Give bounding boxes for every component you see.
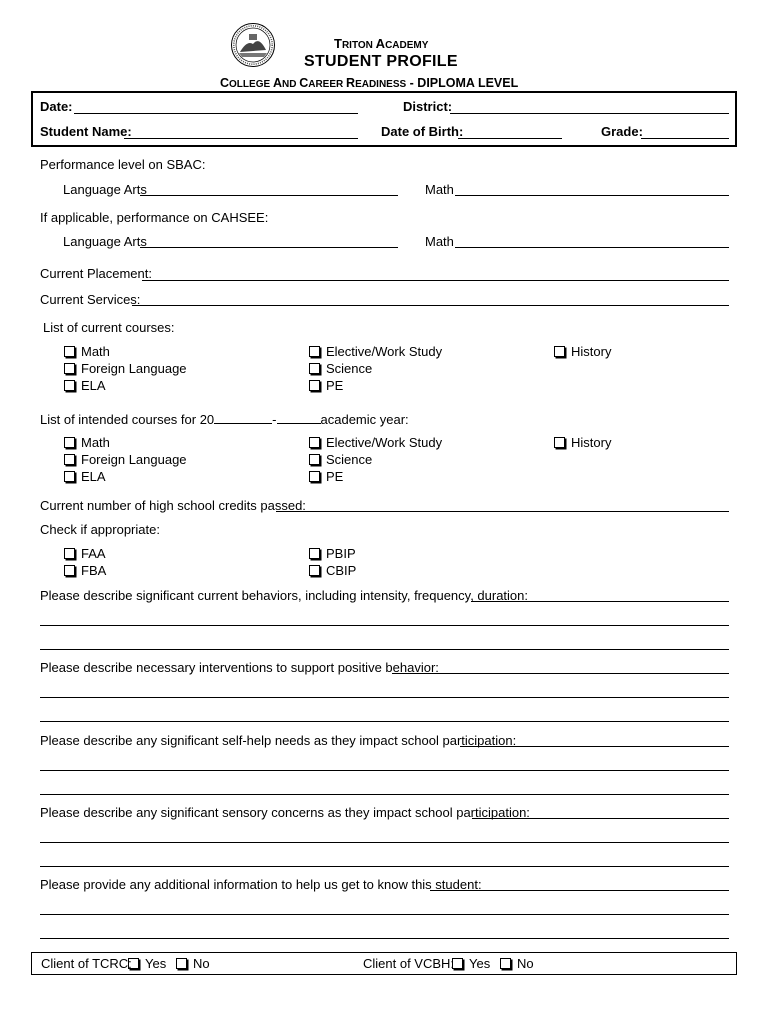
intended-course-science[interactable]: Science bbox=[309, 452, 372, 467]
tcrc-label: Client of TCRC: bbox=[41, 956, 132, 971]
dob-label: Date of Birth: bbox=[381, 124, 464, 139]
checkbox-icon[interactable] bbox=[309, 471, 320, 482]
tcrc-yes[interactable]: Yes bbox=[128, 956, 166, 971]
checkbox-icon[interactable] bbox=[554, 346, 565, 357]
self-help-field-line[interactable] bbox=[460, 746, 729, 747]
interventions-prompt: Please describe necessary interventions to support positive behavior: bbox=[40, 660, 439, 675]
cahsee-la-label: Language Arts bbox=[63, 234, 147, 249]
sensory-field-line[interactable] bbox=[472, 818, 729, 819]
interventions-field-line[interactable] bbox=[40, 697, 729, 698]
school-seal-logo bbox=[230, 22, 276, 68]
checkbox-icon[interactable] bbox=[309, 548, 320, 559]
current-course-foreign-language[interactable]: Foreign Language bbox=[64, 361, 187, 376]
check-label: Check if appropriate: bbox=[40, 522, 160, 537]
sensory-field-line[interactable] bbox=[40, 842, 729, 843]
credits-label: Current number of high school credits passed: bbox=[40, 498, 306, 513]
behaviors-field-line[interactable] bbox=[40, 649, 729, 650]
current-course-history[interactable]: History bbox=[554, 344, 611, 359]
intended-course-history[interactable]: History bbox=[554, 435, 611, 450]
behaviors-field-line[interactable] bbox=[471, 601, 729, 602]
intended-course-math[interactable]: Math bbox=[64, 435, 110, 450]
checkbox-icon[interactable] bbox=[309, 565, 320, 576]
current-course-pe[interactable]: PE bbox=[309, 378, 343, 393]
vcbh-no[interactable]: No bbox=[500, 956, 534, 971]
dob-field[interactable] bbox=[458, 138, 562, 139]
placement-label: Current Placement: bbox=[40, 266, 152, 281]
checkbox-icon[interactable] bbox=[64, 471, 75, 482]
checkbox-icon[interactable] bbox=[176, 958, 187, 969]
self-help-field-line[interactable] bbox=[40, 770, 729, 771]
checkbox-icon[interactable] bbox=[309, 346, 320, 357]
self-help-field-line[interactable] bbox=[40, 794, 729, 795]
current-course-science[interactable]: Science bbox=[309, 361, 372, 376]
checkbox-icon[interactable] bbox=[64, 437, 75, 448]
additional-prompt: Please provide any additional information to help us get to know this student: bbox=[40, 877, 482, 892]
current-courses-label: List of current courses: bbox=[43, 320, 175, 335]
self-help-prompt: Please describe any significant self-help needs as they impact school participation: bbox=[40, 733, 517, 748]
intended-courses-label: List of intended courses for 20 - academic year: bbox=[40, 412, 409, 427]
grade-label: Grade: bbox=[601, 124, 643, 139]
check-pbip[interactable]: PBIP bbox=[309, 546, 356, 561]
form-subtitle: COLLEGE AND CAREER READINESS - DIPLOMA LEVEL bbox=[220, 76, 519, 90]
behaviors-field-line[interactable] bbox=[40, 625, 729, 626]
current-course-ela[interactable]: ELA bbox=[64, 378, 106, 393]
check-fba[interactable]: FBA bbox=[64, 563, 106, 578]
sbac-la-label: Language Arts bbox=[63, 182, 147, 197]
checkbox-icon[interactable] bbox=[64, 454, 75, 465]
tcrc-no[interactable]: No bbox=[176, 956, 210, 971]
current-course-math[interactable]: Math bbox=[64, 344, 110, 359]
checkbox-icon[interactable] bbox=[64, 548, 75, 559]
services-field[interactable] bbox=[132, 305, 729, 306]
vcbh-label: Client of VCBH: bbox=[363, 956, 455, 971]
services-label: Current Services: bbox=[40, 292, 141, 307]
behaviors-prompt: Please describe significant current behaviors, including intensity, frequency, duration: bbox=[40, 588, 529, 603]
cahsee-label: If applicable, performance on CAHSEE: bbox=[40, 210, 269, 225]
intended-course-foreign-language[interactable]: Foreign Language bbox=[64, 452, 187, 467]
current-course-elective[interactable]: Elective/Work Study bbox=[309, 344, 442, 359]
checkbox-icon[interactable] bbox=[500, 958, 511, 969]
student-name-field[interactable] bbox=[124, 138, 358, 139]
check-faa[interactable]: FAA bbox=[64, 546, 106, 561]
checkbox-icon[interactable] bbox=[309, 380, 320, 391]
sbac-math-label: Math bbox=[425, 182, 454, 197]
checkbox-icon[interactable] bbox=[64, 346, 75, 357]
intended-course-elective[interactable]: Elective/Work Study bbox=[309, 435, 442, 450]
checkbox-icon[interactable] bbox=[64, 565, 75, 576]
start-year-field[interactable] bbox=[214, 411, 272, 424]
checkbox-icon[interactable] bbox=[309, 437, 320, 448]
student-name-label: Student Name: bbox=[40, 124, 132, 139]
credits-field[interactable] bbox=[276, 511, 729, 512]
sensory-field-line[interactable] bbox=[40, 866, 729, 867]
interventions-field-line[interactable] bbox=[392, 673, 729, 674]
grade-field[interactable] bbox=[641, 138, 729, 139]
end-year-field[interactable] bbox=[277, 411, 321, 424]
checkbox-icon[interactable] bbox=[309, 454, 320, 465]
checkbox-icon[interactable] bbox=[64, 363, 75, 374]
interventions-field-line[interactable] bbox=[40, 721, 729, 722]
cahsee-la-field[interactable] bbox=[140, 247, 398, 248]
form-title: STUDENT PROFILE bbox=[304, 53, 458, 70]
sbac-math-field[interactable] bbox=[455, 195, 729, 196]
additional-field-line[interactable] bbox=[430, 890, 729, 891]
cahsee-math-field[interactable] bbox=[455, 247, 729, 248]
checkbox-icon[interactable] bbox=[452, 958, 463, 969]
intended-course-pe[interactable]: PE bbox=[309, 469, 343, 484]
checkbox-icon[interactable] bbox=[554, 437, 565, 448]
intended-course-ela[interactable]: ELA bbox=[64, 469, 106, 484]
district-label: District: bbox=[403, 99, 453, 114]
additional-field-line[interactable] bbox=[40, 938, 729, 939]
sensory-prompt: Please describe any significant sensory concerns as they impact school participation: bbox=[40, 805, 530, 820]
placement-field[interactable] bbox=[142, 280, 729, 281]
date-field[interactable] bbox=[74, 113, 358, 114]
checkbox-icon[interactable] bbox=[128, 958, 139, 969]
check-cbip[interactable]: CBIP bbox=[309, 563, 356, 578]
vcbh-yes[interactable]: Yes bbox=[452, 956, 490, 971]
additional-field-line[interactable] bbox=[40, 914, 729, 915]
sbac-la-field[interactable] bbox=[140, 195, 398, 196]
cahsee-math-label: Math bbox=[425, 234, 454, 249]
checkbox-icon[interactable] bbox=[309, 363, 320, 374]
sbac-label: Performance level on SBAC: bbox=[40, 157, 206, 172]
school-name: TRITON ACADEMY bbox=[334, 36, 429, 51]
date-label: Date: bbox=[40, 99, 73, 114]
district-field[interactable] bbox=[450, 113, 729, 114]
checkbox-icon[interactable] bbox=[64, 380, 75, 391]
